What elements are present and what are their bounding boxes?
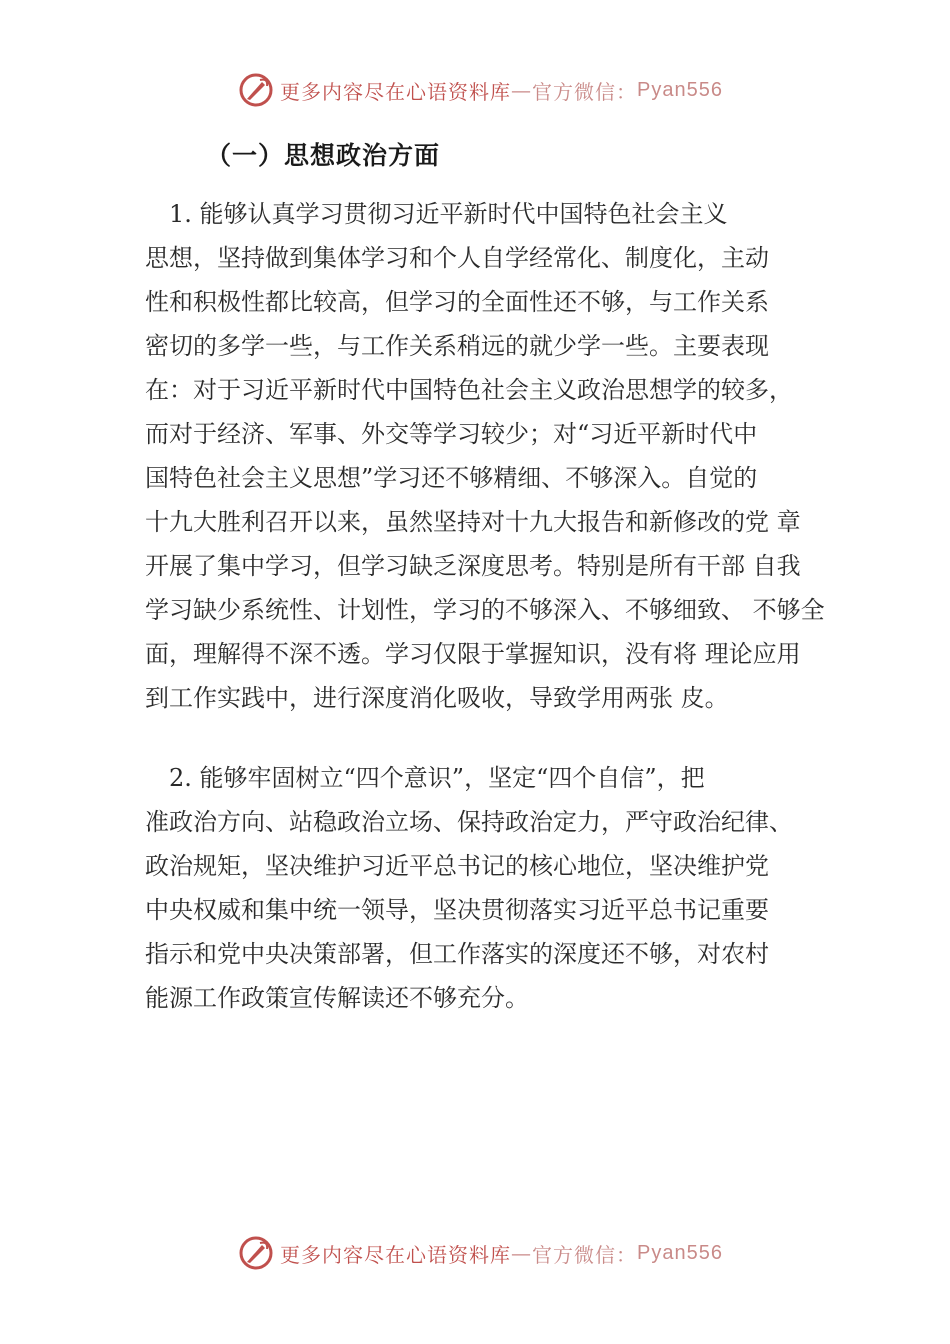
paragraph-line: 2. 能够牢固树立“四个意识”，坚定“四个自信”，把 bbox=[145, 764, 705, 792]
paragraph-line: 而对于经济、军事、外交等学习较少；对“习近平新时代中 bbox=[145, 420, 758, 448]
footer-watermark bbox=[238, 1235, 723, 1271]
header-watermark bbox=[238, 72, 723, 108]
watermark-main-text: 更多内容尽在心语资料库 bbox=[280, 79, 511, 104]
watermark-dash: — bbox=[511, 78, 532, 102]
paragraph-line: 国特色社会主义思想”学习还不够精细、不够深入。自觉的 bbox=[145, 464, 758, 492]
paragraph-line: 思想，坚持做到集体学习和个人自学经常化、制度化，主动 bbox=[145, 244, 769, 272]
watermark-handle: Pyan556 bbox=[637, 1241, 723, 1264]
paragraph-1 bbox=[145, 192, 835, 720]
paragraph-line: 能源工作政策宣传解读还不够充分。 bbox=[145, 984, 529, 1012]
paragraph-line: 密切的多学一些，与工作关系稍远的就少学一些。主要表现 bbox=[145, 332, 769, 360]
paragraph-line: 政治规矩，坚决维护习近平总书记的核心地位，坚决维护党 bbox=[145, 852, 769, 880]
paragraph-line: 1. 能够认真学习贯彻习近平新时代中国特色社会主义 bbox=[145, 200, 728, 228]
watermark-contact-text: 官方微信： bbox=[532, 1242, 637, 1267]
paragraph-line: 准政治方向、站稳政治立场、保持政治定力，严守政治纪律、 bbox=[145, 808, 793, 836]
section-heading: （一）思想政治方面 bbox=[206, 141, 441, 170]
watermark-main-text: 更多内容尽在心语资料库 bbox=[280, 1242, 511, 1267]
paragraph-line: 面，理解得不深不透。学习仅限于掌握知识，没有将 理论应用 bbox=[145, 640, 801, 668]
paragraph-line: 学习缺少系统性、计划性，学习的不够深入、不够细致、 不够全 bbox=[145, 596, 825, 624]
paragraph-line: 开展了集中学习，但学习缺乏深度思考。特别是所有干部 自我 bbox=[145, 552, 801, 580]
paragraph-line: 在：对于习近平新时代中国特色社会主义政治思想学的较多， bbox=[145, 376, 793, 404]
paragraph-line: 十九大胜利召开以来，虽然坚持对十九大报告和新修改的党 章 bbox=[145, 508, 801, 536]
paragraph-line: 指示和党中央决策部署，但工作落实的深度还不够，对农村 bbox=[145, 940, 769, 968]
watermark-handle: Pyan556 bbox=[637, 78, 723, 101]
watermark-dash: — bbox=[511, 1241, 532, 1265]
paragraph-line: 中央权威和集中统一领导，坚决贯彻落实习近平总书记重要 bbox=[145, 896, 769, 924]
paragraph-2 bbox=[145, 756, 835, 1020]
paragraph-line: 到工作实践中，进行深度消化吸收，导致学用两张 皮。 bbox=[145, 684, 729, 712]
pen-nib-logo-icon bbox=[238, 1235, 274, 1271]
pen-nib-logo-icon bbox=[238, 72, 274, 108]
watermark-contact-text: 官方微信： bbox=[532, 79, 637, 104]
paragraph-line: 性和积极性都比较高，但学习的全面性还不够，与工作关系 bbox=[145, 288, 769, 316]
